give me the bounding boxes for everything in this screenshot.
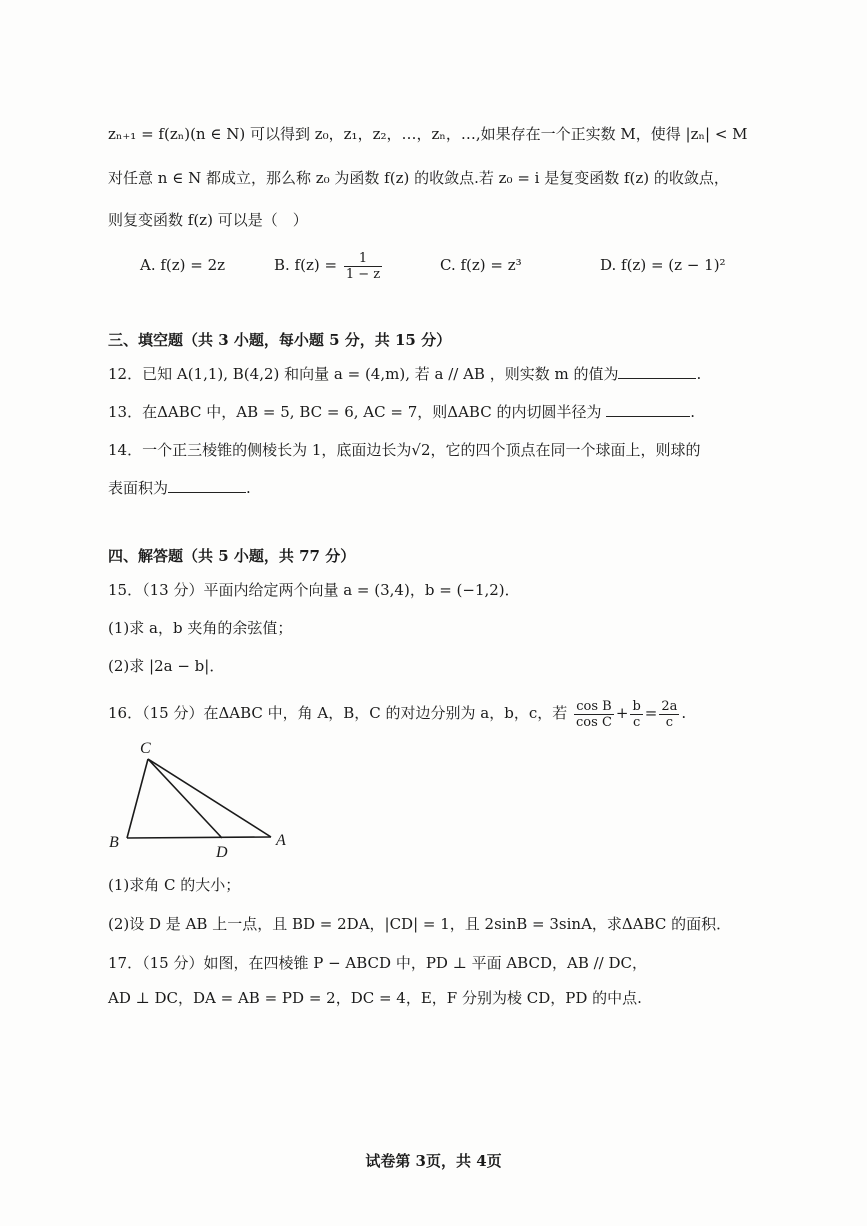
fraction-numerator: cos B bbox=[574, 699, 614, 715]
q11-line3: 则复变函数 f(z) 可以是（ ） bbox=[108, 211, 308, 229]
q16 bbox=[108, 693, 686, 733]
q13-text: 13．在ΔABC 中，AB = 5, BC = 6, AC = 7，则ΔABC 的内切圆半径为 bbox=[108, 403, 602, 421]
q13: 13．在ΔABC 中，AB = 5, BC = 6, AC = 7，则ΔABC 的内切圆半径为 . bbox=[108, 403, 696, 421]
q11-line1: zₙ₊₁ = f(zₙ)(n ∈ N) 可以得到 z₀，z₁，z₂，…，zₙ，…,如果存在一个正实数 M，使得 |zₙ| < M bbox=[108, 125, 748, 143]
q14-answer-blank[interactable] bbox=[168, 478, 246, 493]
q12-answer-blank[interactable] bbox=[618, 364, 696, 379]
q11-option-b-prefix: B. f(z) = bbox=[274, 256, 338, 274]
fraction-denominator: cos C bbox=[576, 714, 612, 730]
fraction-numerator: 2a bbox=[661, 698, 678, 714]
q16-part1: (1)求角 C 的大小； bbox=[108, 876, 241, 894]
q16-fraction-cos bbox=[574, 699, 614, 730]
q17-line2: AD ⊥ DC，DA = AB = PD = 2，DC = 4，E，F 分别为棱 CD，PD 的中点. bbox=[108, 989, 642, 1007]
q15-part1: (1)求 a，b 夹角的余弦值； bbox=[108, 619, 293, 637]
q17-line1: 17．（15 分）如图，在四棱锥 P − ABCD 中，PD ⊥ 平面 ABCD，AB // DC， bbox=[108, 954, 647, 972]
section3-heading: 三、填空题（共 3 小题，每小题 5 分，共 15 分） bbox=[108, 331, 452, 349]
q16-fraction-2a-over-c bbox=[659, 699, 679, 730]
q16-text: 16．（15 分）在ΔABC 中，角 A，B，C 的对边分别为 a，b，c，若 bbox=[108, 704, 568, 722]
q16-fraction-b-over-c bbox=[630, 699, 642, 730]
q12: 12．已知 A(1,1), B(4,2) 和向量 a = (4,m), 若 a // AB ，则实数 m 的值为 . bbox=[108, 365, 702, 383]
q14-line2: 表面积为 . bbox=[108, 479, 251, 497]
fraction-numerator: b bbox=[632, 698, 641, 714]
q16-part2: (2)设 D 是 AB 上一点，且 BD = 2DA，|CD| = 1，且 2sinB = 3sinA，求ΔABC 的面积． bbox=[108, 915, 732, 933]
q11-line2: 对任意 n ∈ N 都成立，那么称 z₀ 为函数 f(z) 的收敛点.若 z₀ = i 是复变函数 f(z) 的收敛点， bbox=[108, 169, 729, 187]
equals-sign: = bbox=[644, 704, 658, 722]
q13-answer-blank[interactable] bbox=[606, 402, 690, 417]
q14-line1: 14．一个正三棱锥的侧棱长为 1，底面边长为√2，它的四个顶点在同一个球面上，则球的 bbox=[108, 441, 701, 459]
period: . bbox=[681, 704, 687, 722]
q15-part2: (2)求 |2a − b|． bbox=[108, 657, 225, 675]
fraction-denominator: c bbox=[665, 714, 674, 730]
section4-heading: 四、解答题（共 5 小题，共 77 分） bbox=[108, 547, 356, 565]
q11-option-d: D. f(z) = (z − 1)² bbox=[600, 256, 726, 274]
q11-option-b bbox=[274, 245, 384, 285]
q11-option-c: C. f(z) = z³ bbox=[440, 256, 522, 274]
fraction-denominator: 1 − z bbox=[345, 266, 381, 282]
label-a: A bbox=[276, 832, 286, 849]
q15: 15．（13 分）平面内给定两个向量 a = (3,4)，b = (−1,2)． bbox=[108, 581, 520, 599]
label-b: B bbox=[109, 834, 119, 851]
side-bc bbox=[127, 759, 148, 838]
q11-option-b-fraction bbox=[344, 251, 382, 282]
side-ba bbox=[127, 837, 271, 838]
page-footer: 试卷第 3页，共 4页 bbox=[365, 1152, 502, 1170]
label-d: D bbox=[216, 844, 228, 860]
plus-sign: + bbox=[615, 704, 629, 722]
fraction-numerator: 1 bbox=[344, 251, 382, 267]
fraction-denominator: c bbox=[632, 714, 641, 730]
q12-text: 12．已知 A(1,1), B(4,2) 和向量 a = (4,m), 若 a // AB ，则实数 m 的值为 bbox=[108, 365, 619, 383]
triangle-figure bbox=[100, 735, 300, 860]
q14-text: 表面积为 bbox=[108, 479, 169, 497]
q11-option-a: A. f(z) = 2z bbox=[140, 256, 226, 274]
label-c: C bbox=[140, 740, 151, 757]
